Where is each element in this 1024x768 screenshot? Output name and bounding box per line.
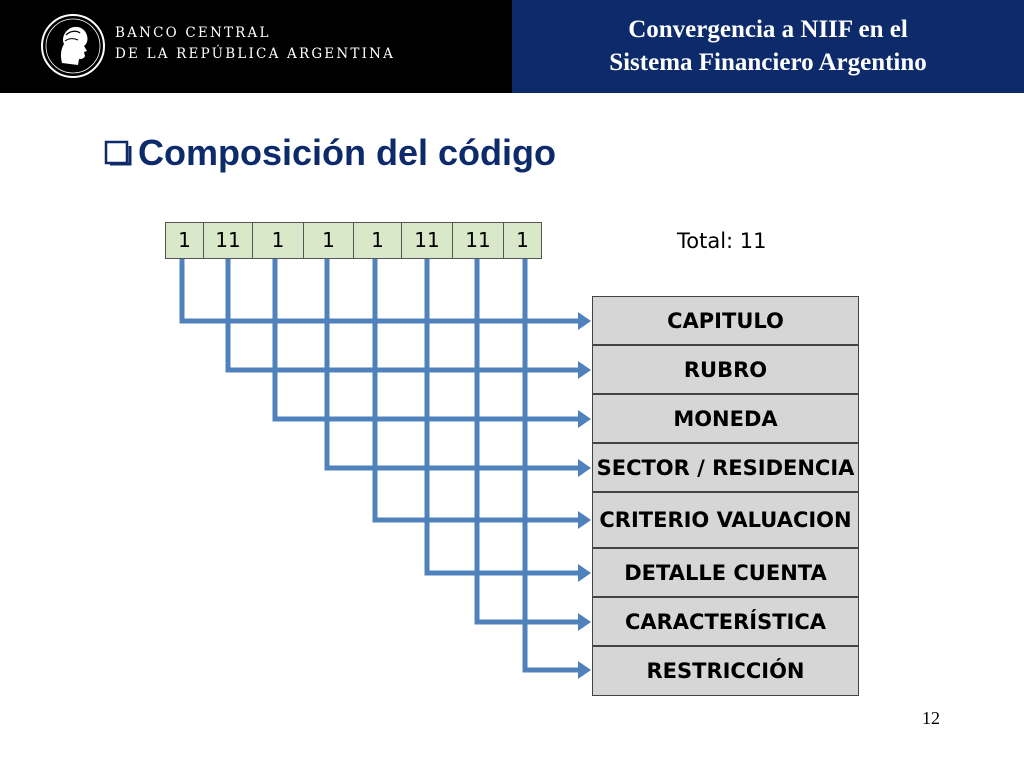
arrowhead xyxy=(578,564,591,582)
field-row: DETALLE CUENTA xyxy=(593,549,858,598)
code-segment: 11 xyxy=(402,223,453,258)
code-segment: 1 xyxy=(354,223,402,258)
code-segment: 1 xyxy=(304,223,354,258)
arrowhead xyxy=(578,312,591,330)
page-title: Composición del código xyxy=(138,132,557,173)
field-row: RESTRICCIÓN xyxy=(593,647,858,695)
code-segment: 1 xyxy=(166,223,204,258)
arrowhead xyxy=(578,613,591,631)
header-title-line2: Sistema Financiero Argentino xyxy=(609,49,927,76)
field-row: SECTOR / RESIDENCIA xyxy=(593,444,858,493)
field-row: RUBRO xyxy=(593,346,858,395)
arrowhead xyxy=(578,410,591,428)
bank-name-line2: DE LA REPÚBLICA ARGENTINA xyxy=(115,46,396,62)
field-row: CRITERIO VALUACION xyxy=(593,493,858,549)
field-row: MONEDA xyxy=(593,395,858,444)
connector-line xyxy=(182,259,580,321)
field-table xyxy=(592,296,859,696)
header-title-line1: Convergencia a NIIF en el xyxy=(628,16,908,43)
code-segment: 1 xyxy=(504,223,541,258)
field-row: CAPITULO xyxy=(593,297,858,346)
code-segment: 11 xyxy=(453,223,504,258)
connector-line xyxy=(327,259,580,468)
bank-name-line1: BANCO CENTRAL xyxy=(115,25,271,41)
field-row: CARACTERÍSTICA xyxy=(593,598,858,647)
connector-line xyxy=(477,259,580,622)
arrowhead xyxy=(578,661,591,679)
total-label: Total: 11 xyxy=(677,229,767,253)
page-number: 12 xyxy=(922,708,940,728)
code-segment: 1 xyxy=(253,223,304,258)
arrowhead xyxy=(578,511,591,529)
code-segment: 11 xyxy=(204,223,253,258)
arrowhead xyxy=(578,459,591,477)
connector-line xyxy=(427,259,580,573)
arrowhead xyxy=(578,361,591,379)
